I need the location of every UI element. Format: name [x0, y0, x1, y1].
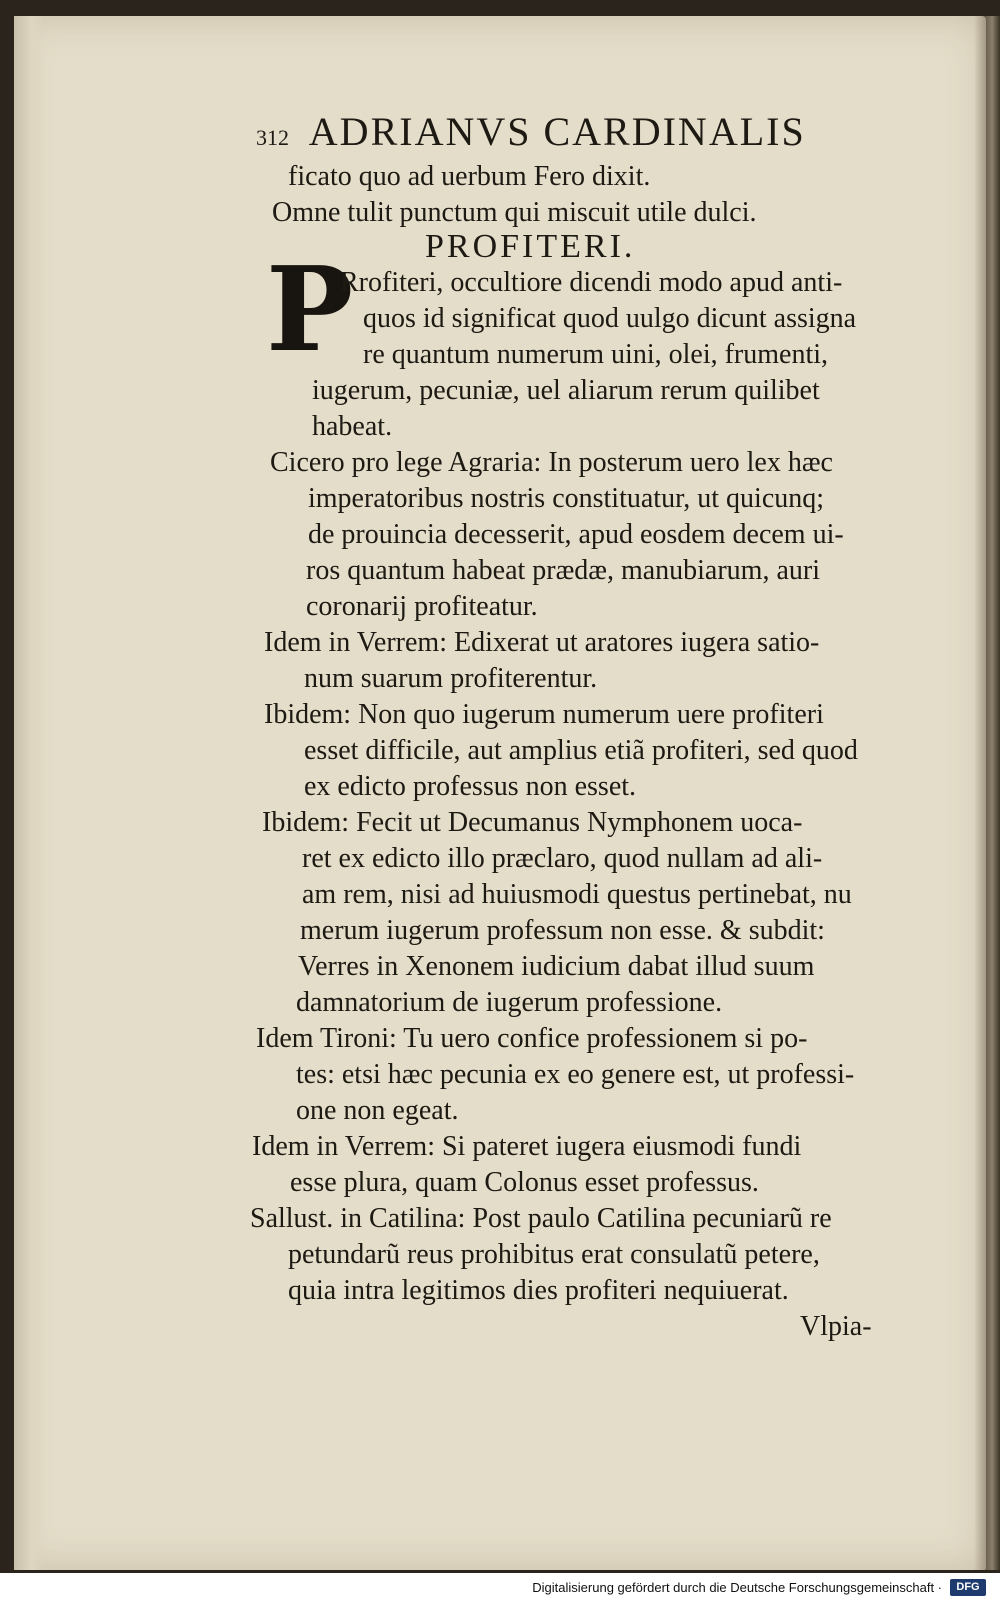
text-line: de prouincia decesserit, apud eosdem decem ui-: [308, 519, 844, 550]
text-line: iugerum, pecuniæ, uel aliarum rerum quilibet: [312, 375, 820, 406]
text-line: damnatorium de iugerum professione.: [296, 987, 723, 1018]
running-head-title: ADRIANVS CARDINALIS: [308, 109, 806, 154]
text-line: re quantum numerum uini, olei, frumenti,: [363, 339, 829, 370]
text-line: merum iugerum professum non esse. & subdit:: [300, 915, 825, 946]
text-line: esset difficile, aut amplius etiã profiteri, sed quod: [304, 735, 858, 766]
text-line: Idem in Verrem: Edixerat ut aratores iugera satio-: [264, 627, 820, 658]
text-line: Rrofiteri, occultiore dicendi modo apud anti-: [340, 267, 843, 298]
drop-initial: P: [266, 242, 354, 378]
catchword: Vlpia-: [800, 1311, 872, 1342]
text-line: Cicero pro lege Agraria: In posterum uero lex hæc: [270, 447, 833, 478]
text-line: Omne tulit punctum qui miscuit utile dulci.: [272, 197, 757, 228]
footer-credit: Digitalisierung gefördert durch die Deutsche Forschungsgemeinschaft ·: [532, 1580, 942, 1595]
text-line: imperatoribus nostris constituatur, ut quicunq;: [308, 483, 825, 514]
text-line: ros quantum habeat prædæ, manubiarum, auri: [306, 555, 820, 586]
text-line: petundarũ reus prohibitus erat consulatũ petere,: [288, 1239, 820, 1270]
text-line: num suarum profiterentur.: [304, 663, 598, 694]
text-line: habeat.: [312, 411, 393, 442]
text-line: am rem, nisi ad huiusmodi questus pertinebat, nu: [302, 879, 852, 910]
text-line: Ibidem: Fecit ut Decumanus Nymphonem uoca-: [262, 807, 803, 838]
text-line: one non egeat.: [296, 1095, 459, 1126]
text-line: ex edicto professus non esset.: [304, 771, 637, 802]
text-line: ret ex edicto illo præclaro, quod nullam ad ali-: [302, 843, 823, 874]
text-line: tes: etsi hæc pecunia ex eo genere est, ut professi-: [296, 1059, 855, 1090]
text-line: quia intra legitimos dies profiteri nequiuerat.: [288, 1275, 789, 1306]
text-line: Sallust. in Catilina: Post paulo Catilina pecuniarũ re: [250, 1203, 832, 1234]
text-line: Idem in Verrem: Si pateret iugera eiusmodi fundi: [252, 1131, 802, 1162]
text-line: quos id significat quod uulgo dicunt assigna: [363, 303, 857, 334]
text-line: ficato quo ad uerbum Fero dixit.: [288, 161, 651, 192]
text-line: Verres in Xenonem iudicium dabat illud suum: [298, 951, 815, 982]
text-line: Idem Tironi: Tu uero confice professionem si po-: [256, 1023, 808, 1054]
folio-number: 312: [256, 125, 289, 150]
text-line: coronarij profiteatur.: [306, 591, 538, 622]
dfg-logo: DFG: [950, 1579, 986, 1596]
section-title: PROFITERI.: [425, 228, 636, 265]
footer-bar: [0, 1573, 1000, 1603]
running-head: [256, 108, 806, 155]
text-line: Ibidem: Non quo iugerum numerum uere profiteri: [264, 699, 824, 730]
text-line: esse plura, quam Colonus esset professus.: [290, 1167, 759, 1198]
